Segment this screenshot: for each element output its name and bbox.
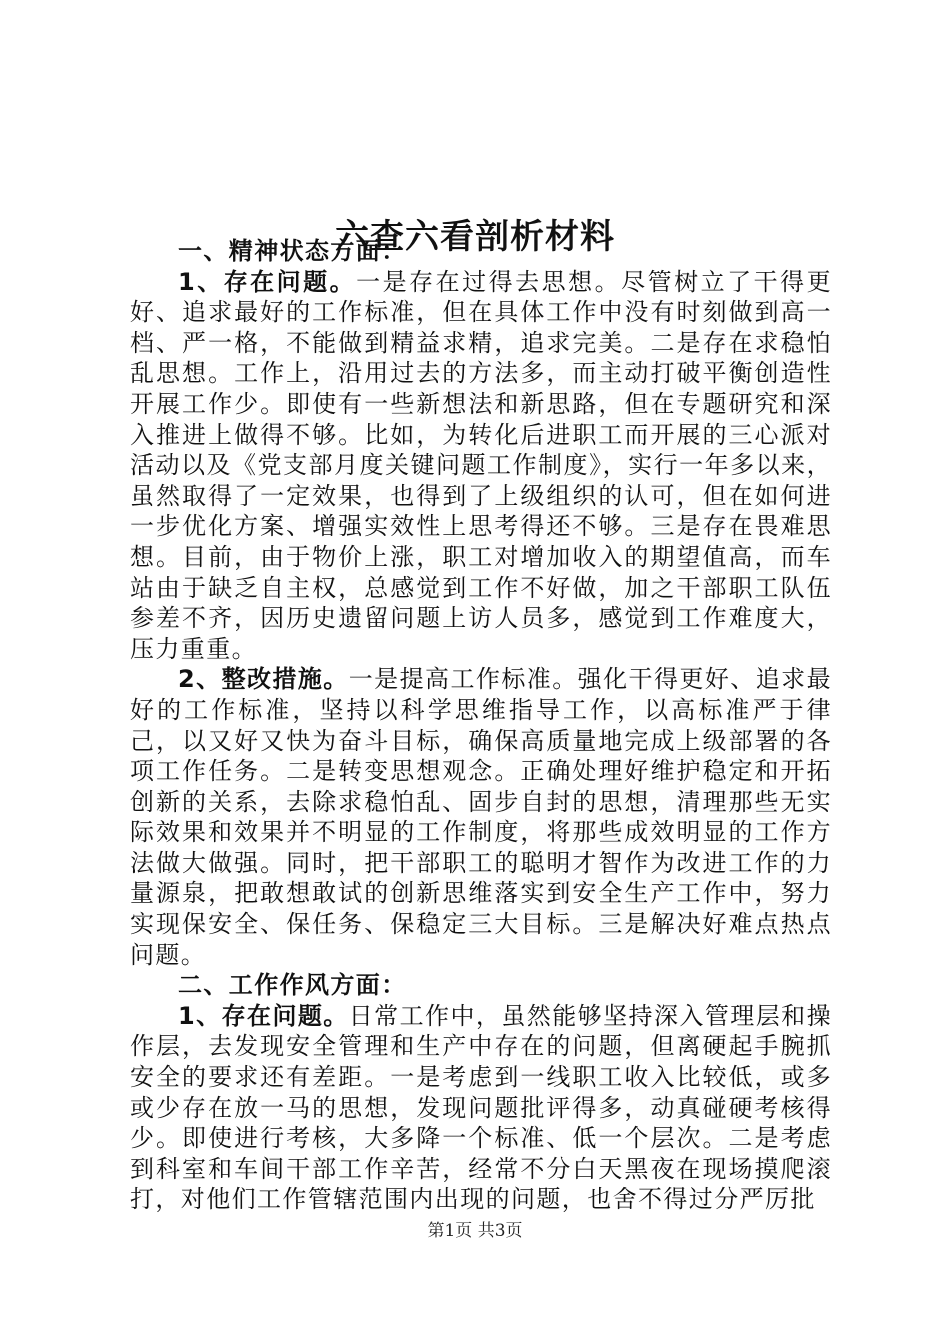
paragraph bbox=[130, 664, 832, 970]
paragraph bbox=[130, 267, 832, 665]
paragraph-lead: 2、整改措施。 bbox=[178, 665, 349, 694]
paragraph-text: 一是提高工作标准。强化干得更好、追求最好的工作标准，坚持以科学思维指导工作，以高标准严于律己，以又好又快为奋斗目标，确保高质量地完成上级部署的各项工作任务。二是转变思想观念。正确处理好维护稳定和开拓创新的关系，去除求稳怕乱、固步自封的思想，清理那些无实际效果和效果并不明显的工作制度，将那些成效明显的工作方法做大做强。同时，把干部职工的聪明才智作为改进工作的力量源泉，把敢想敢试的创新思维落实到安全生产工作中，努力实现保安全、保任务、保稳定三大目标。三是解决好难点热点问题。 bbox=[130, 665, 832, 969]
section-heading: 二、工作作风方面： bbox=[178, 971, 407, 1000]
paragraph-lead: 1、存在问题。 bbox=[178, 1001, 349, 1030]
paragraph bbox=[130, 1001, 832, 1215]
page-number: 第1页 共3页 bbox=[427, 1221, 523, 1241]
section-heading: 一、精神状态方面： bbox=[178, 237, 407, 265]
paragraph-lead: 1、存在问题。 bbox=[178, 267, 357, 296]
paragraph-text: 一是存在过得去思想。尽管树立了干得更好、追求最好的工作标准，但在具体工作中没有时刻做到高一档、严一格，不能做到精益求精，追求完美。二是存在求稳怕乱思想。工作上，沿用过去的方法多，而主动打破平衡创造性开展工作少。即使有一些新想法和新思路，但在专题研究和深入推进上做得不够。比如，为转化后进职工而开展的三心派对活动以及《党支部月度关键问题工作制度》，实行一年多以来，虽然取得了一定效果，也得到了上级组织的认可，但在如何进一步优化方案、增强实效性上思考得还不够。三是存在畏难思想。目前，由于物价上涨，职工对增加收入的期望值高，而车站由于缺乏自主权，总感觉到工作不好做，加之干部职工队伍参差不齐，因历史遗留问题上访人员多，感觉到工作难度大，压力重重。 bbox=[130, 267, 832, 663]
document-title: 六查六看剖析材料 bbox=[335, 216, 615, 257]
document-body bbox=[130, 236, 832, 1215]
paragraph-text: 日常工作中，虽然能够坚持深入管理层和操作层，去发现安全管理和生产中存在的问题，但离硬起手腕抓安全的要求还有差距。一是考虑到一线职工收入比较低，或多或少存在放一马的思想，发现问题批评得多，动真碰硬考核得少。即使进行考核，大多降一个标准、低一个层次。二是考虑到科室和车间干部工作辛苦，经常不分白天黑夜在现场摸爬滚打，对他们工作管辖范围内出现的问题，也舍不得过分严厉批 bbox=[130, 1001, 832, 1214]
